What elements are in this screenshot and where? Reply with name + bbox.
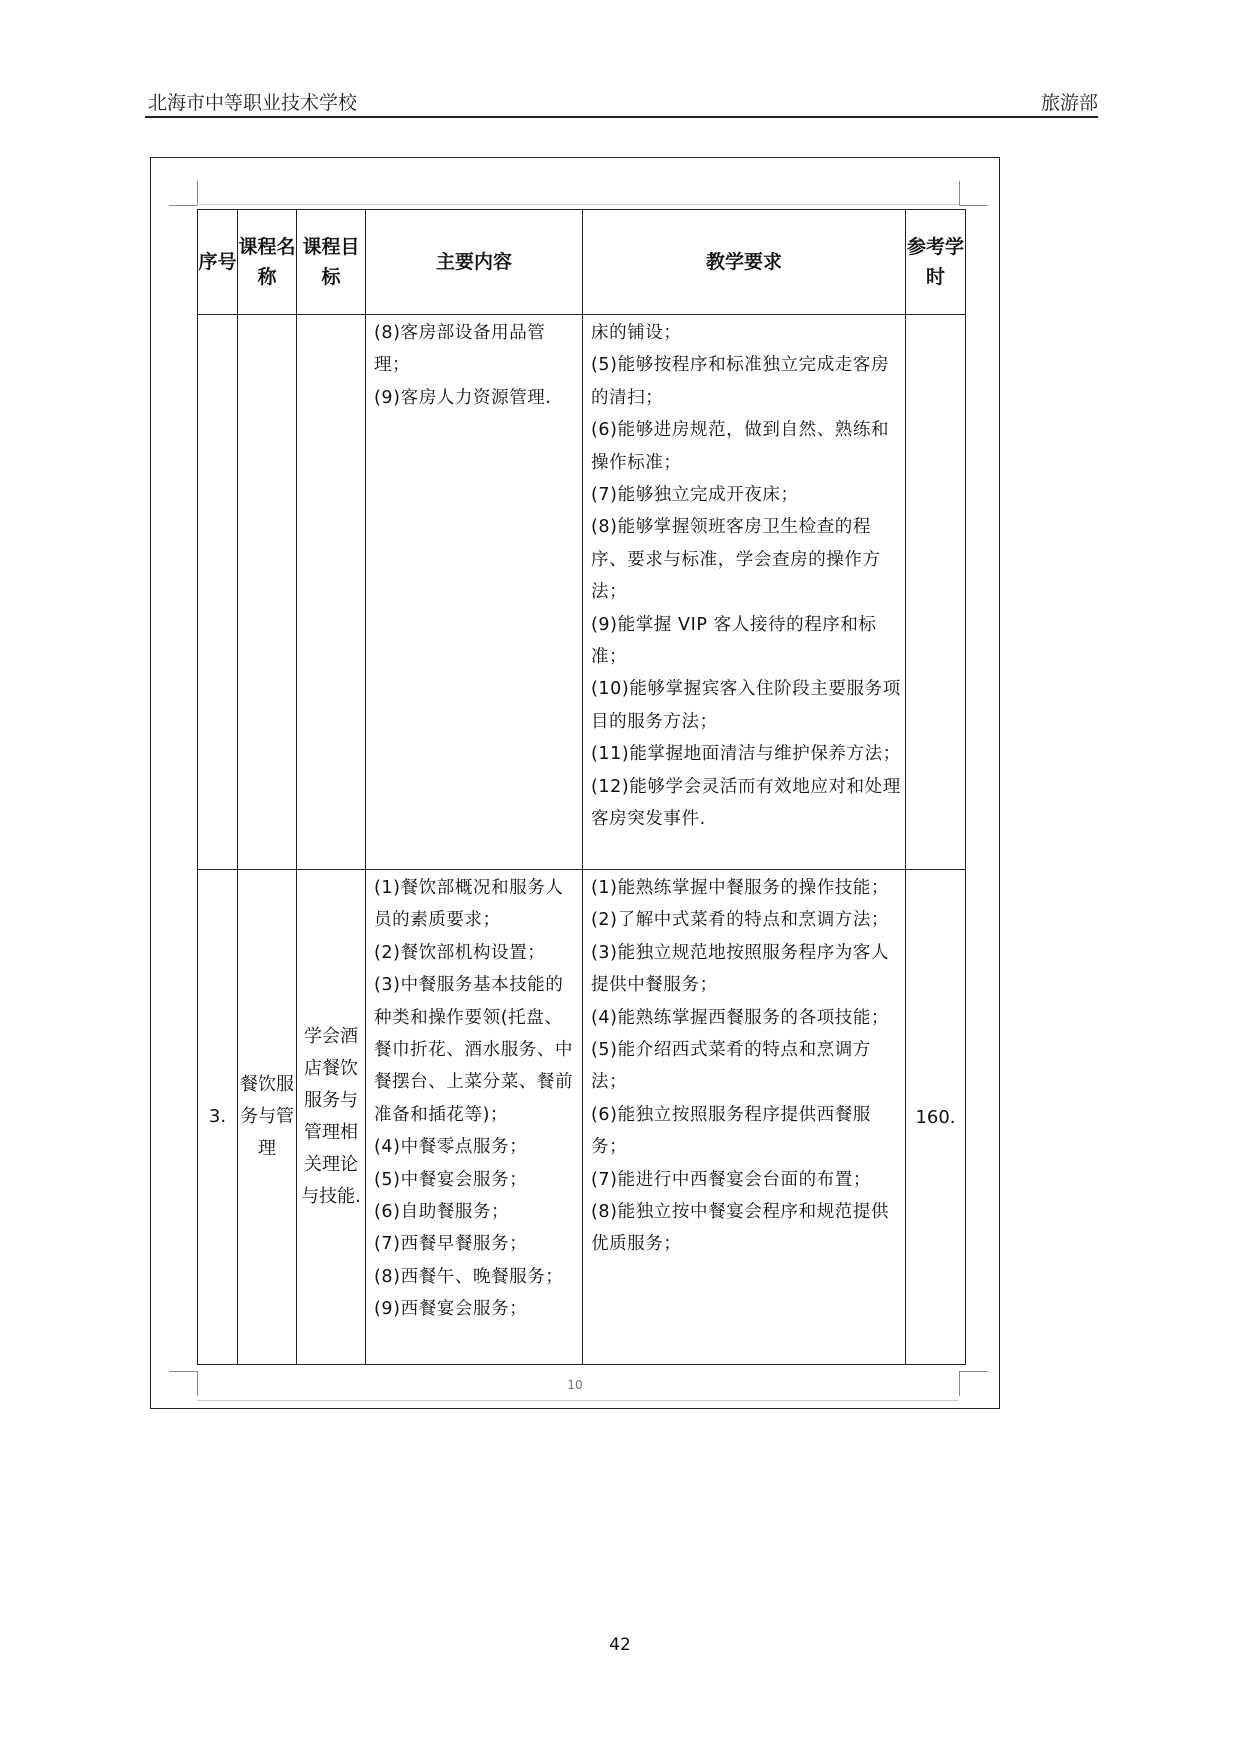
requirement-item: (4)能熟练掌握西餐服务的各项技能； — [591, 1007, 890, 1028]
requirements-cell — [583, 870, 906, 1365]
requirement-item: (1)能熟练掌握中餐服务的操作技能； — [591, 878, 890, 898]
content-item: (8)西餐午、晚餐服务； — [374, 1266, 564, 1287]
course-goal-cell — [297, 315, 366, 870]
requirement-item: (9)能掌握 VIP 客人接待的程序和标准； — [591, 614, 877, 668]
course-table — [197, 209, 966, 1365]
requirement-item: (7)能够独立完成开夜床； — [591, 485, 799, 506]
header-department: 旅游部 — [1040, 92, 1098, 114]
requirement-item: (7)能进行中西餐宴会台面的布置； — [591, 1169, 871, 1190]
crop-mark-top-left — [169, 181, 198, 206]
requirement-item: (6)能够进房规范，做到自然、熟练和操作标准； — [591, 420, 890, 473]
requirement-item: (6)能独立按照服务程序提供西餐服务； — [591, 1104, 871, 1158]
content-item: (8)客房部设备用品管理； — [374, 323, 546, 376]
content-item: (9)西餐宴会服务； — [374, 1299, 528, 1320]
header-seq: 序号 — [198, 210, 238, 315]
embedded-page-frame — [150, 157, 1000, 1409]
table-header-row — [198, 210, 966, 315]
content-item: (6)自助餐服务； — [374, 1202, 510, 1223]
content-item: (4)中餐零点服务； — [374, 1137, 528, 1158]
content-item: (1)餐饮部概况和服务人员的素质要求； — [374, 878, 564, 931]
content-item: (3)中餐服务基本技能的种类和操作要领(托盘、餐巾折花、酒水服务、中餐摆台、上菜分菜、餐前准备和插花等)； — [374, 975, 574, 1125]
header-main-content: 主要内容 — [366, 210, 583, 315]
header-course-name: 课程名称 — [238, 210, 297, 315]
requirement-item: (8)能独立按中餐宴会程序和规范提供优质服务； — [591, 1202, 890, 1255]
table-row — [198, 870, 966, 1365]
inner-page-number: 10 — [567, 1378, 583, 1392]
main-content-cell — [366, 315, 583, 870]
page-number: 42 — [609, 1635, 631, 1655]
header-rule — [145, 116, 1098, 118]
requirements-cell — [583, 315, 906, 870]
content-item: (7)西餐早餐服务； — [374, 1234, 528, 1255]
content-item: (5)中餐宴会服务； — [374, 1169, 528, 1190]
content-item: (9)客房人力资源管理. — [374, 387, 552, 408]
requirement-item: (2)了解中式菜肴的特点和烹调方法； — [591, 910, 890, 931]
header-reference-hours: 参考学时 — [906, 210, 966, 315]
requirement-item: (11)能掌握地面清洁与维护保养方法； — [591, 744, 901, 765]
content-item: (2)餐饮部机构设置； — [374, 942, 546, 963]
header-school-name: 北海市中等职业技术学校 — [148, 92, 358, 114]
requirement-item: (5)能介绍西式菜肴的特点和烹调方法； — [591, 1040, 871, 1093]
header-course-goal: 课程目标 — [297, 210, 366, 315]
course-goal-cell: 学会酒店餐饮服务与管理相关理论与技能. — [297, 870, 366, 1365]
requirement-item: (3)能独立规范地按照服务程序为客人提供中餐服务； — [591, 942, 890, 996]
requirement-item: (5)能够按程序和标准独立完成走客房的清扫； — [591, 355, 890, 408]
crop-mark-top-right — [959, 181, 988, 206]
main-content-cell — [366, 870, 583, 1365]
requirement-item: (8)能够掌握领班客房卫生检查的程序、要求与标准，学会查房的操作方法； — [591, 517, 881, 603]
header-teaching-requirements: 教学要求 — [583, 210, 906, 315]
requirement-item: 床的铺设； — [591, 323, 682, 343]
hours-cell — [906, 315, 966, 870]
table-row — [198, 315, 966, 870]
margin-guide-bottom — [197, 1400, 959, 1401]
course-name-cell: 餐饮服务与管理 — [238, 870, 297, 1365]
course-name-cell — [238, 315, 297, 870]
seq-cell: 3. — [198, 870, 238, 1365]
requirement-item: (12)能够学会灵活而有效地应对和处理客房突发事件. — [591, 776, 901, 830]
hours-cell: 160. — [906, 870, 966, 1365]
requirement-item: (10)能够掌握宾客入住阶段主要服务项目的服务方法； — [591, 679, 901, 732]
seq-cell — [198, 315, 238, 870]
margin-guide-top — [197, 204, 959, 205]
